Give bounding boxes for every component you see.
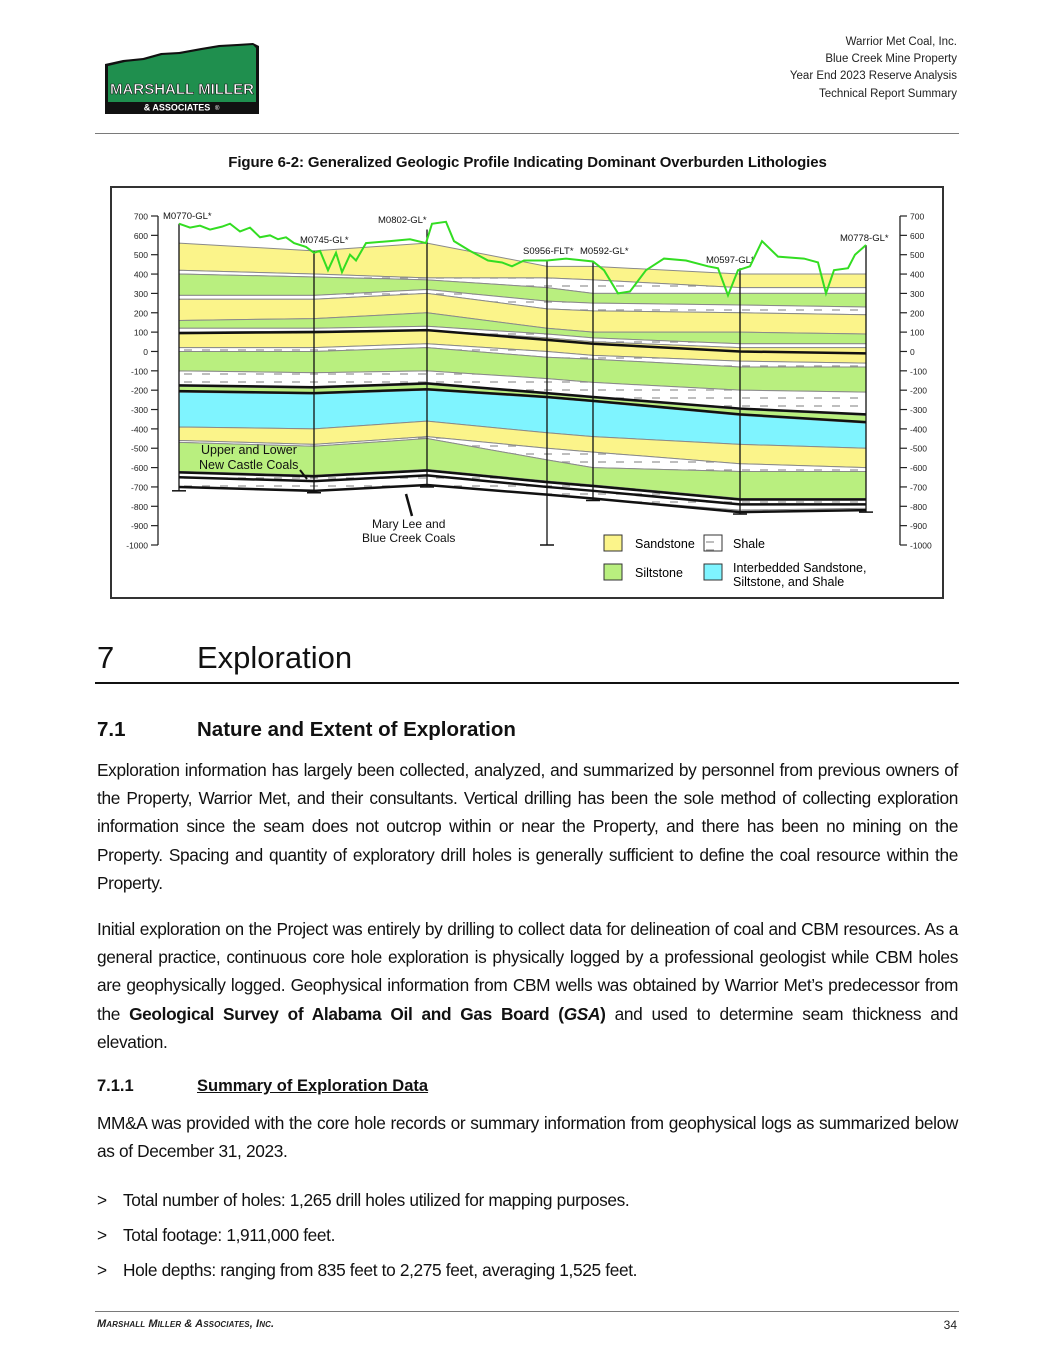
- logo-text-sub: & ASSOCIATES: [143, 102, 211, 113]
- legend-swatch-siltstone: [604, 564, 622, 580]
- subsubsection-title: Summary of Exploration Data: [197, 1077, 429, 1095]
- paragraph-text: and used to determine seam thickness and elevation.: [97, 1003, 959, 1052]
- header-report-info: [790, 34, 957, 103]
- well-label: M0770-GL*: [163, 211, 212, 222]
- right-axis-tick-label: 600: [910, 230, 925, 241]
- list-item: [97, 1256, 958, 1291]
- header-property: Blue Creek Mine Property: [825, 53, 957, 66]
- paragraph-summary-intro: MM&A was provided with the core hole records or summary information from geophysical logs as summarized below as of December 31, 2023.: [97, 1113, 958, 1162]
- well-label: M0778-GL*: [840, 233, 889, 244]
- right-axis-tick-label: -800: [910, 501, 928, 512]
- bullet-text: Total number of holes: 1,265 drill holes utilized for mapping purposes.: [123, 1190, 630, 1210]
- well-label: S0956-FLT*: [523, 246, 574, 257]
- left-axis-tick-label: -800: [130, 501, 148, 512]
- left-axis-tick-label: 200: [133, 308, 148, 319]
- footer-company-name: Marshall Miller & Associates, Inc.: [97, 1318, 275, 1330]
- section-title: Exploration: [197, 640, 353, 675]
- left-axis-tick-label: 700: [133, 211, 148, 222]
- legend-label-interbedded: Interbedded Sandstone,: [733, 561, 867, 575]
- gsa-paren-open: (: [558, 1003, 564, 1024]
- list-item: [97, 1221, 958, 1256]
- annotation-mary-lee-line1: Mary Lee and: [372, 517, 446, 531]
- left-axis-tick-label: -400: [130, 424, 148, 435]
- legend-label-interbedded-line2: Siltstone, and Shale: [733, 575, 845, 589]
- gsa-paren-close: ): [600, 1003, 606, 1024]
- legend-swatch-shale: [704, 535, 722, 551]
- right-axis-tick-label: 300: [910, 288, 925, 299]
- left-axis-tick-label: -200: [130, 385, 148, 396]
- bullet-text: Total footage: 1,911,000 feet.: [123, 1225, 336, 1245]
- subsection-number: 7.1: [97, 718, 126, 741]
- right-axis-tick-label: -1000: [910, 540, 932, 551]
- paragraph-initial-exploration: [97, 915, 958, 1056]
- right-axis-tick-label: -400: [910, 424, 928, 435]
- annotation-new-castle-line2: New Castle Coals: [199, 458, 299, 472]
- right-axis-tick-label: 400: [910, 269, 925, 280]
- gsa-abbreviation: GSA: [563, 1003, 601, 1024]
- header-divider: [95, 133, 959, 134]
- left-axis-tick-label: 100: [133, 327, 148, 338]
- left-axis-tick-label: 0: [143, 346, 148, 357]
- right-axis-tick-label: 200: [910, 308, 925, 319]
- right-axis-tick-label: 0: [910, 346, 915, 357]
- company-logo: [103, 42, 261, 116]
- header-report-type: Technical Report Summary: [818, 87, 957, 100]
- left-axis-tick-label: 400: [133, 269, 148, 280]
- bullet-marker: >: [97, 1225, 107, 1245]
- legend-label-shale: Shale: [733, 537, 765, 551]
- left-axis-tick-label: -100: [130, 366, 148, 377]
- header-analysis: Year End 2023 Reserve Analysis: [789, 70, 957, 83]
- left-axis-tick-label: 600: [133, 230, 148, 241]
- logo-text-main: MARSHALL MILLER: [110, 81, 254, 98]
- right-axis-tick-label: 100: [910, 327, 925, 338]
- geologic-profile-figure: [110, 186, 944, 599]
- left-axis-tick-label: -700: [130, 482, 148, 493]
- left-axis-tick-label: 300: [133, 288, 148, 299]
- legend-swatch-sandstone: [604, 535, 622, 551]
- subsubsection-number: 7.1.1: [97, 1077, 134, 1095]
- legend-label-siltstone: Siltstone: [635, 566, 683, 580]
- left-axis-tick-label: -1000: [126, 540, 148, 551]
- bullet-marker: >: [97, 1260, 107, 1280]
- paragraph-text: Initial exploration on the Project was entirely by drilling to collect data for delineation of coal and CBM resources. As a general practice, continuous core hole exploration is physically logged by a professional geologist while CBM holes are geophysically logged. Geophysical information from CBM wells was obtained by Warrior Met’s predecessor from the: [97, 919, 958, 1024]
- header-company: Warrior Met Coal, Inc.: [845, 36, 957, 48]
- right-axis-tick-label: -100: [910, 366, 928, 377]
- section-number: 7: [97, 640, 115, 675]
- registered-mark: ®: [215, 106, 220, 112]
- well-label: M0592-GL*: [580, 246, 629, 257]
- well-label: M0802-GL*: [378, 215, 427, 226]
- annotation-mary-lee-line2: Blue Creek Coals: [362, 531, 456, 545]
- subsection-title: Nature and Extent of Exploration: [197, 718, 516, 741]
- footer-page-number: 34: [943, 1318, 957, 1332]
- gsa-full-name: Geological Survey of Alabama Oil and Gas Board: [129, 1003, 550, 1024]
- right-axis-tick-label: -200: [910, 385, 928, 396]
- left-axis-tick-label: -500: [130, 443, 148, 454]
- right-axis-tick-label: -500: [910, 443, 928, 454]
- right-axis-tick-label: 700: [910, 211, 925, 222]
- bullet-marker: >: [97, 1190, 107, 1210]
- right-axis-tick-label: -700: [910, 482, 928, 493]
- bullet-text: Hole depths: ranging from 835 feet to 2,275 feet, averaging 1,525 feet.: [123, 1260, 638, 1280]
- footer-divider: [95, 1311, 959, 1312]
- left-axis-tick-label: -300: [130, 405, 148, 416]
- annotation-new-castle-line1: Upper and Lower: [201, 443, 297, 457]
- exploration-summary-list: [97, 1186, 958, 1291]
- right-axis-tick-label: -900: [910, 521, 928, 532]
- legend-label-sandstone: Sandstone: [635, 537, 695, 551]
- left-axis-tick-label: 500: [133, 250, 148, 261]
- right-axis-tick-label: -600: [910, 463, 928, 474]
- left-axis-tick-label: -900: [130, 521, 148, 532]
- well-label: M0745-GL*: [300, 235, 349, 246]
- list-item: [97, 1186, 958, 1221]
- left-axis-tick-label: -600: [130, 463, 148, 474]
- well-label: M0597-GL*: [706, 255, 755, 266]
- figure-caption: Figure 6-2: Generalized Geologic Profile Indicating Dominant Overburden Lithologies: [228, 154, 827, 171]
- paragraph-exploration-info: Exploration information has largely been collected, analyzed, and summarized by personnel from previous owners of the Property, Warrior Met, and their consultants. Vertical drilling has been the sole method of collecting exploration information since the seam does not outcrop within or near the Property, and there has been no mining on the Property. Spacing and quantity of exploratory drill holes is generally sufficient to define the coal resource within the Property.: [97, 760, 958, 893]
- right-axis-tick-label: 500: [910, 250, 925, 261]
- right-axis-tick-label: -300: [910, 405, 928, 416]
- section-divider: [95, 682, 959, 684]
- legend-swatch-interbedded: [704, 564, 722, 580]
